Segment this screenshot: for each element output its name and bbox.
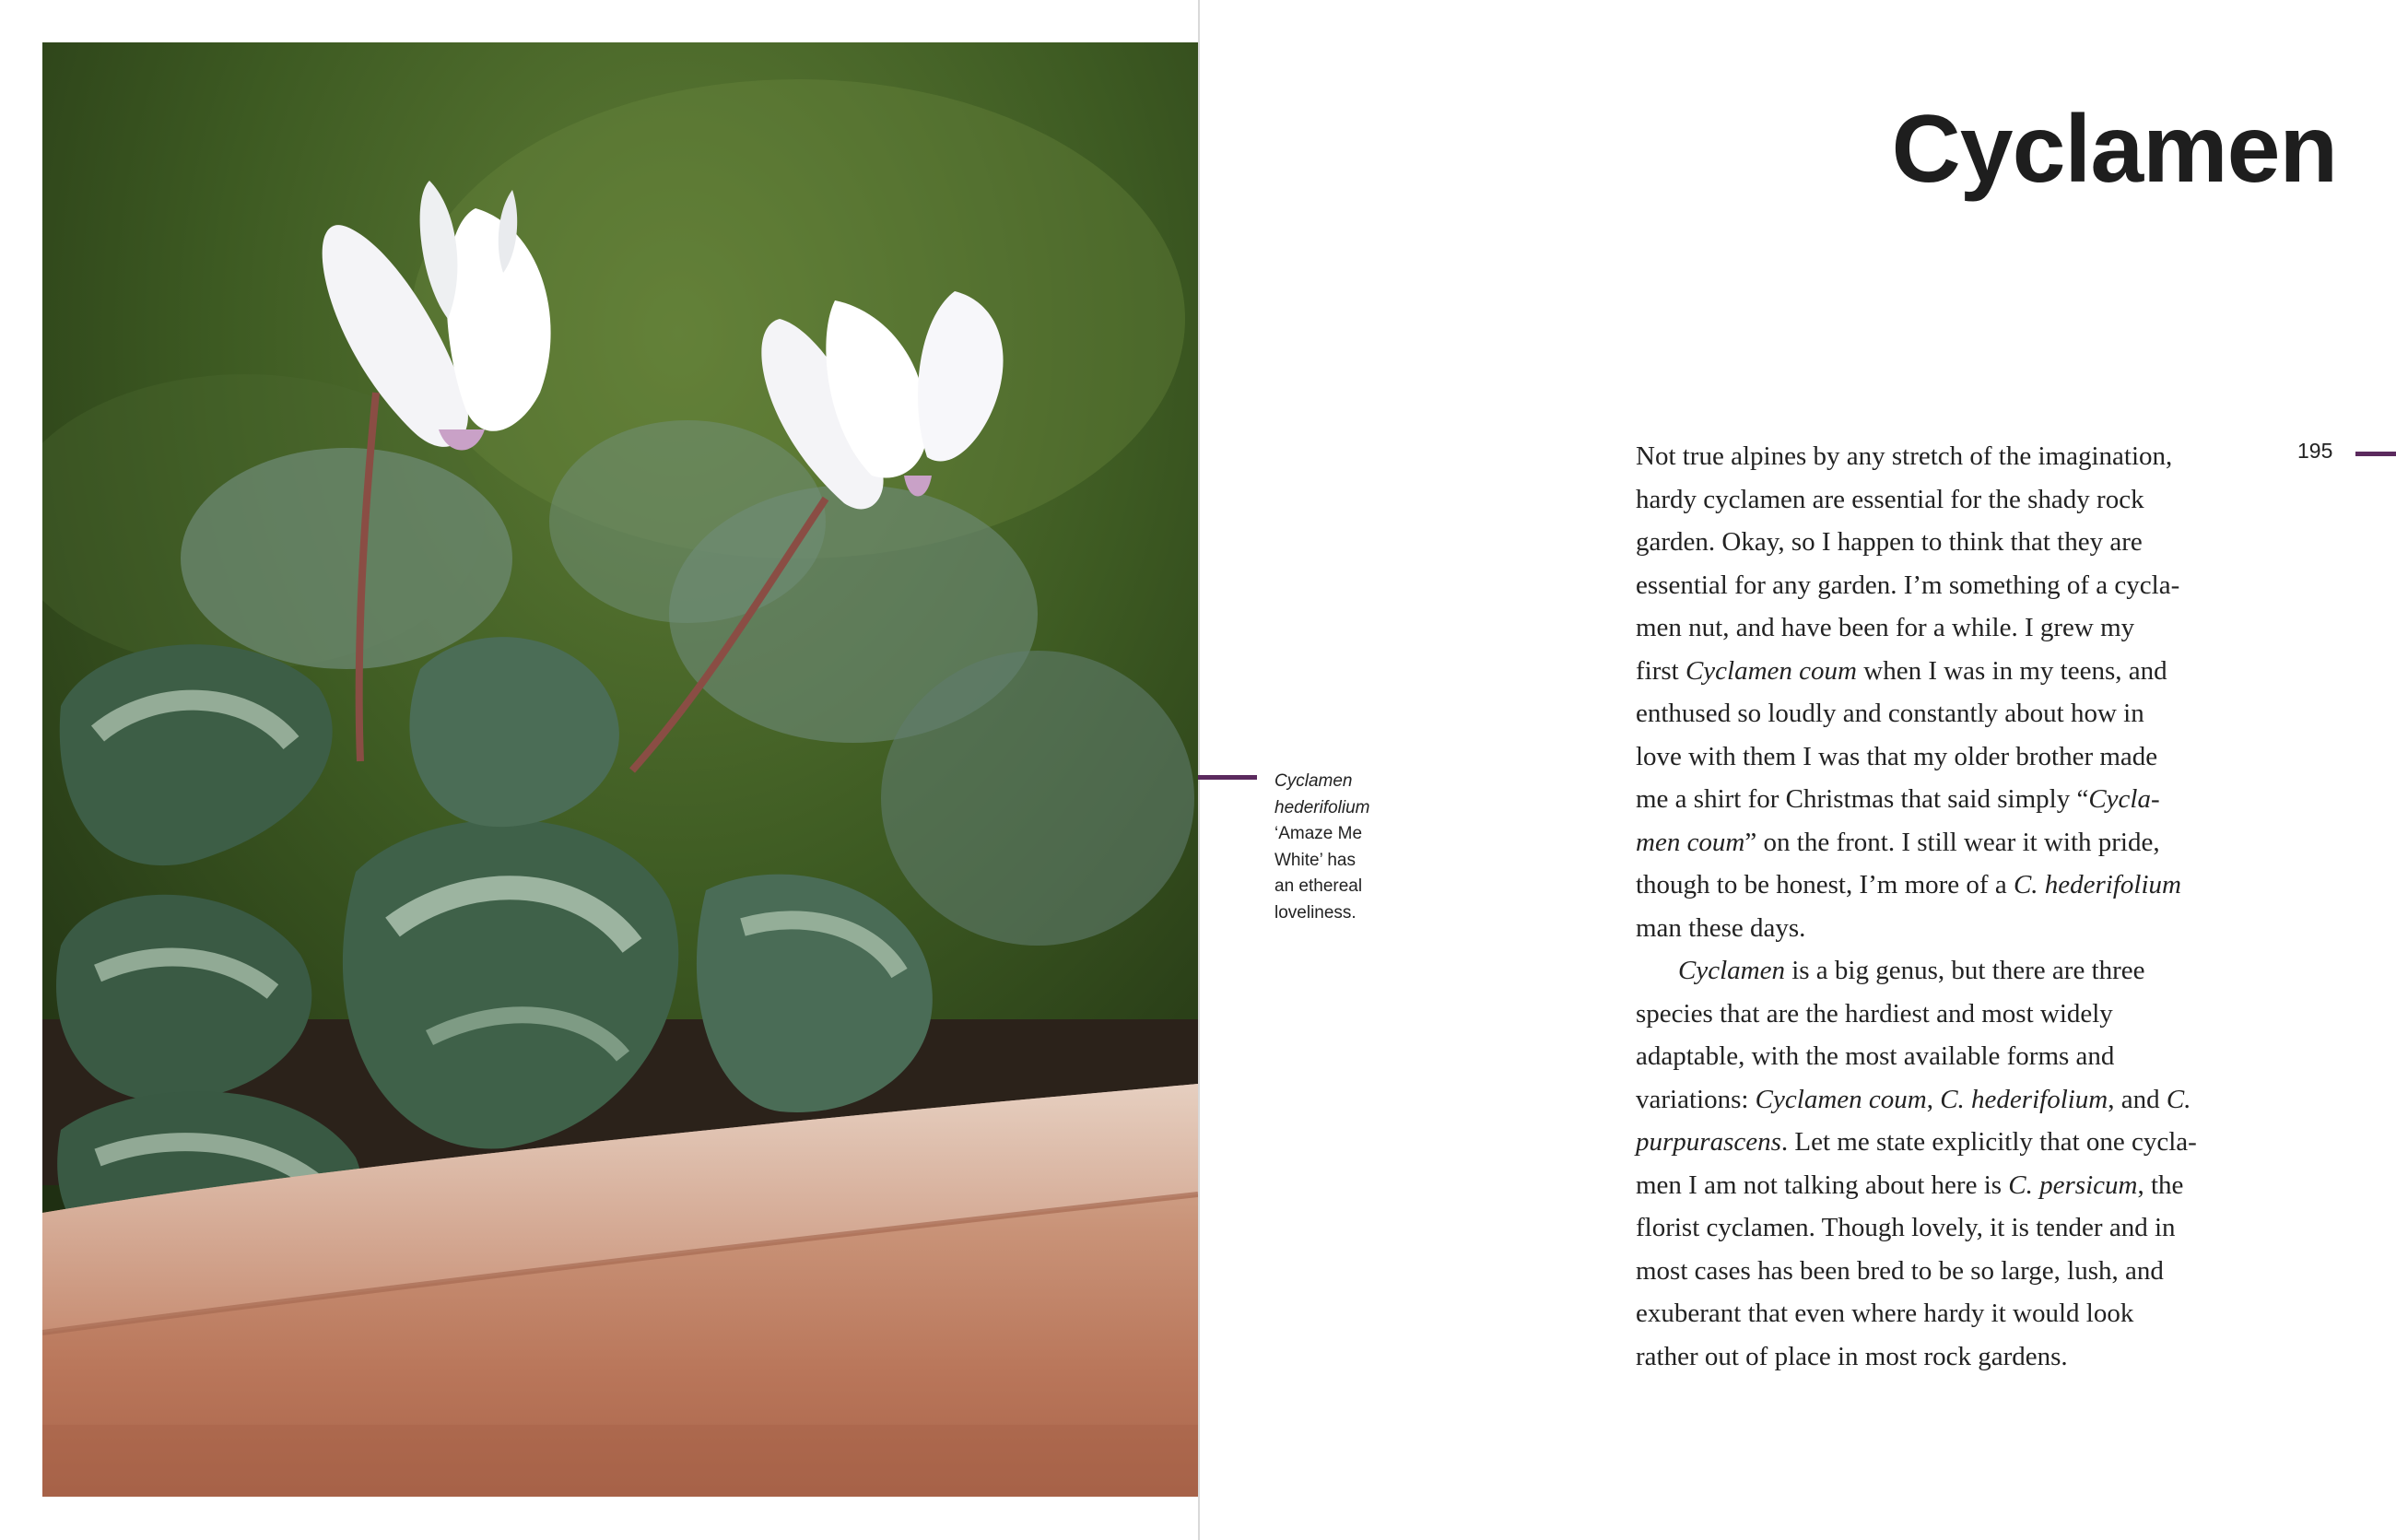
- caption-line: White’ has: [1274, 850, 1356, 870]
- body-line: species that are the hardiest and most widely: [1636, 998, 2113, 1029]
- body-line: adaptable, with the most available forms and: [1636, 1041, 2115, 1071]
- photo-caption: [1274, 769, 1404, 926]
- body-line: first Cyclamen coum when I was in my teens, and: [1636, 655, 2167, 686]
- body-line: hardy cyclamen are essential for the shady rock: [1636, 484, 2144, 514]
- caption-line: ‘Amaze Me: [1274, 824, 1363, 843]
- body-line: me a shirt for Christmas that said simply “Cycla-: [1636, 784, 2160, 814]
- caption-rule: [1198, 775, 1257, 780]
- body-text: [1636, 435, 2226, 1378]
- cyclamen-photo: [42, 42, 1198, 1497]
- body-line: rather out of place in most rock gardens.: [1636, 1341, 2068, 1371]
- body-line: though to be honest, I’m more of a C. hederifolium: [1636, 870, 2181, 899]
- body-line: men nut, and have been for a while. I grew my: [1636, 613, 2135, 642]
- caption-line: Cyclamen: [1274, 771, 1353, 791]
- body-line: Cyclamen is a big genus, but there are three: [1678, 956, 2145, 985]
- body-line: man these days.: [1636, 912, 1806, 943]
- body-line: purpurascens. Let me state explicitly that one cycla-: [1636, 1127, 2197, 1157]
- page-title: Cyclamen: [1891, 96, 2337, 203]
- body-line: enthused so loudly and constantly about how in: [1636, 699, 2144, 728]
- page-number-rule: [2355, 452, 2396, 456]
- body-line: love with them I was that my older brother made: [1636, 741, 2158, 771]
- body-line: Not true alpines by any stretch of the imagination,: [1636, 441, 2173, 471]
- body-line: garden. Okay, so I happen to think that they are: [1636, 527, 2143, 557]
- caption-line: hederifolium: [1274, 797, 1370, 817]
- body-line: exuberant that even where hardy it would look: [1636, 1299, 2134, 1328]
- photo-image-icon: [42, 42, 1198, 1497]
- body-line: essential for any garden. I’m something of a cycla-: [1636, 570, 2180, 600]
- page-gutter: [1198, 0, 1200, 1540]
- caption-line: an ethereal: [1274, 876, 1363, 896]
- body-line: men I am not talking about here is C. persicum, the: [1636, 1170, 2184, 1200]
- body-line: most cases has been bred to be so large, lush, and: [1636, 1255, 2164, 1286]
- body-line: variations: Cyclamen coum, C. hederifolium, and C.: [1636, 1084, 2191, 1114]
- body-line: men coum” on the front. I still wear it with pride,: [1636, 827, 2160, 857]
- caption-line: loveliness.: [1274, 902, 1357, 923]
- page-number: 195: [2297, 439, 2333, 463]
- body-line: florist cyclamen. Though lovely, it is tender and in: [1636, 1213, 2176, 1242]
